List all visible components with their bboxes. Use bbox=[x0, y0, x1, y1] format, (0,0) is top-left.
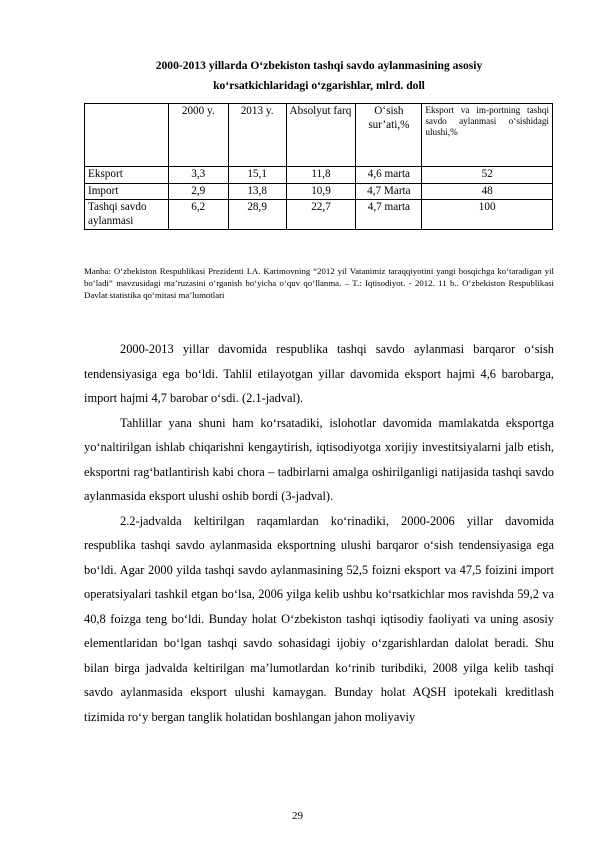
table-row bbox=[85, 167, 553, 184]
table-cell: 4,7 Marta bbox=[356, 183, 422, 200]
table-cell: 48 bbox=[422, 183, 553, 200]
header-cell: Absolyut farq bbox=[286, 104, 356, 167]
row-label: Tashqi savdo aylanmasi bbox=[85, 200, 169, 230]
table-cell: 13,8 bbox=[228, 183, 286, 200]
table-cell: 6,2 bbox=[168, 200, 228, 230]
table-cell: 10,9 bbox=[286, 183, 356, 200]
row-label: Eksport bbox=[85, 167, 169, 184]
table-row bbox=[85, 200, 553, 230]
table-cell: 22,7 bbox=[286, 200, 356, 230]
table-cell: 52 bbox=[422, 167, 553, 184]
table-cell: 4,6 marta bbox=[356, 167, 422, 184]
source-note: Manba: O‘zbekiston Respublikasi Prezidenti I.A. Karimovning “2012 yil Vatanimiz taraqqiyotini yangi bosqichga ko‘taradigan yil bo‘ladi” mavzusidagi ma’ruzasini o‘rganish bo‘yicha o‘quv qo‘llanma. – T.: Iqtisodiyot. - 2012. 11 b.. O‘zbekiston Respublikasi Davlat statistika qo‘mitasi ma’lumotlari bbox=[84, 266, 554, 301]
table-title-line2: ko‘rsatkichlaridagi o‘zgarishlar, mlrd. doll bbox=[213, 79, 425, 92]
paragraph: Tahlillar yana shuni ham ko‘rsatadiki, islohotlar davomida mamlakatda eksportga yo‘naltirilgan ishlab chiqarishni kengaytirish, iqtisodiyotga xorijiy investitsiyalarni jalb etish, eksportni rag‘batlantirish kabi chora – tadbirlarni amalga oshirilganligi natijasida tashqi savdo aylanmasida eksport ulushi oshib bordi (3-jadval). bbox=[84, 415, 554, 503]
table-cell: 11,8 bbox=[286, 167, 356, 184]
page-number: 29 bbox=[292, 810, 303, 822]
table-cell: 2,9 bbox=[168, 183, 228, 200]
table-header-row bbox=[85, 104, 553, 167]
table-row bbox=[85, 183, 553, 200]
header-cell: 2013 y. bbox=[228, 104, 286, 167]
table-cell: 28,9 bbox=[228, 200, 286, 230]
paragraph: 2000-2013 yillar davomida respublika tashqi savdo aylanmasi barqaror o‘sish tendensiyasiga ega bo‘ldi. Tahlil etilayotgan yillar davomida eksport hajmi 4,6 barobarga, import hajmi 4,7 barobar o‘sdi. (2.1-jadval). bbox=[84, 342, 554, 405]
table-cell: 100 bbox=[422, 200, 553, 230]
table-cell: 3,3 bbox=[168, 167, 228, 184]
header-cell bbox=[85, 104, 169, 167]
trade-table bbox=[84, 103, 553, 230]
row-label: Import bbox=[85, 183, 169, 200]
table-cell: 15,1 bbox=[228, 167, 286, 184]
body-text bbox=[84, 337, 554, 729]
table-title-line1: 2000-2013 yillarda O‘zbekiston tashqi savdo aylanmasining asosiy bbox=[155, 59, 483, 72]
paragraph: 2.2-jadvalda keltirilgan raqamlardan ko‘rinadiki, 2000-2006 yillar davomida respublika tashqi savdo aylanmasida eksportning ulushi barqaror o‘sish tendensiyasiga ega bo‘ldi. Agar 2000 yilda tashqi savdo aylanmasining 52,5 foizni eksport va 47,5 foizini import operatsiyalari tashkil etgan bo‘lsa, 2006 yilga kelib ushbu ko‘rsatkichlar mos ravishda 59,2 va 40,8 foizga teng bo‘ldi. Bunday holat O‘zbekiston tashqi iqtisodiy faoliyati va uning asosiy elementlaridan bo‘lgan tashqi savdo sohasidagi ijobiy o‘zgarishlardan dalolat beradi. Shu bilan birga jadvalda keltirilgan ma’lumotlardan ko‘rinib turibdiki, 2008 yilga kelib tashqi savdo aylanmasida eksport ulushi kamaygan. Bunday holat AQSH ipotekali kreditlash tizimida ro‘y bergan tanglik holatidan boshlangan jahon moliyaviy bbox=[84, 513, 554, 724]
header-cell: Eksport va im-portning tashqi savdo aylanmasi o‘sishidagi ulushi,% bbox=[422, 104, 553, 167]
table-cell: 4,7 marta bbox=[356, 200, 422, 230]
header-cell: 2000 y. bbox=[168, 104, 228, 167]
header-cell: O‘sish sur’ati,% bbox=[356, 104, 422, 167]
